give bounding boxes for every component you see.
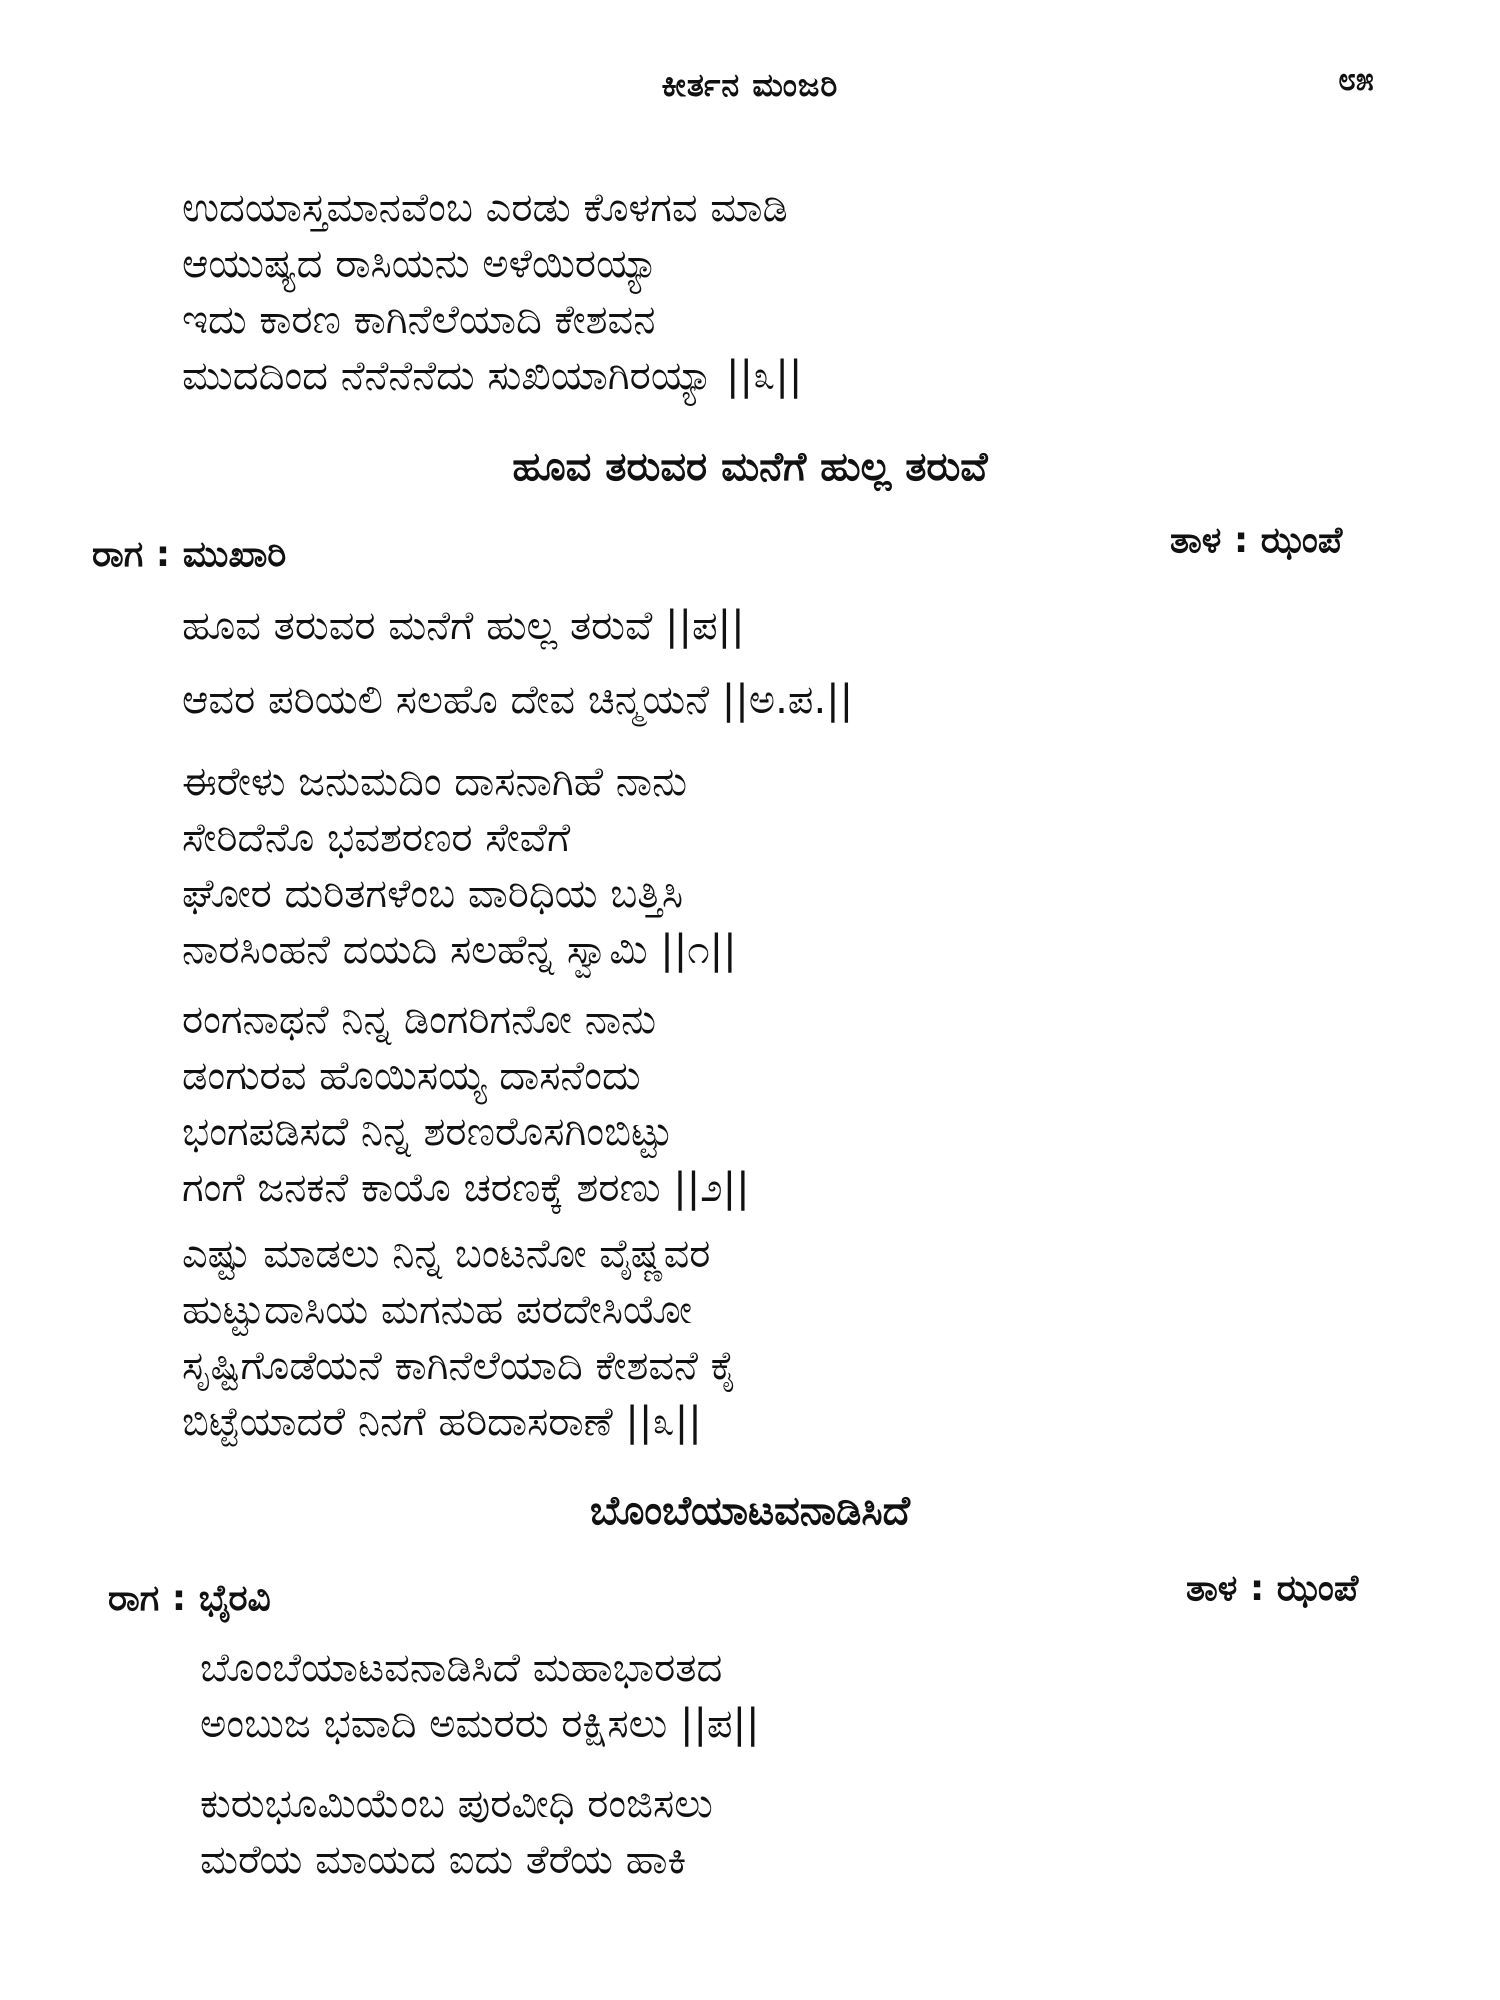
raga-label: ರಾಗ : ಮುಖಾರಿ: [92, 534, 287, 575]
charana-2: [182, 992, 750, 1216]
verse-line: ಸೇರಿದೆನೊ ಭವಶರಣರ ಸೇವೆಗೆ: [182, 815, 571, 861]
verse-line: ಡಂಗುರವ ಹೊಯಿಸಯ್ಯ ದಾಸನೆಂದು: [182, 1053, 641, 1099]
verse-line: ಬಿಟ್ಟೆಯಾದರೆ ನಿನಗೆ ಹರಿದಾಸರಾಣೆ ||೩||: [182, 1399, 702, 1445]
verse-line: ಇದು ಕಾರಣ ಕಾಗಿನೆಲೆಯಾದಿ ಕೇಶವನ: [182, 297, 656, 343]
verse-line: ಕುರುಭೂಮಿಯೆಂಬ ಪುರವೀಧಿ ರಂಜಿಸಲು: [200, 1781, 713, 1827]
verse-line: ಆವರ ಪರಿಯಲಿ ಸಲಹೊ ದೇವ ಚಿನ್ಮಯನೆ ||ಅ.ಪ.||: [182, 677, 854, 723]
running-title: ಕೀರ್ತನ ಮಂಜರಿ: [661, 66, 839, 104]
anupallavi: [182, 672, 853, 728]
verse-line: ಘೋರ ದುರಿತಗಳೆಂಬ ವಾರಿಧಿಯ ಬತ್ತಿಸಿ: [182, 871, 684, 917]
charana-1: [182, 754, 737, 978]
song-title: ಬೊಂಬೆಯಾಟವನಾಡಿಸಿದೆ: [589, 1488, 911, 1534]
page-number: ೮೫: [1338, 60, 1374, 98]
raga-label: ರಾಗ : ಭೈರವಿ: [108, 1578, 271, 1619]
verse-line: ನಾರಸಿಂಹನೆ ದಯದಿ ಸಲಹೆನ್ನ ಸ್ವಾಮಿ ||೧||: [182, 927, 737, 973]
verse-line: ಈರೇಳು ಜನುಮದಿಂ ದಾಸನಾಗಿಹೆ ನಾನು: [182, 759, 688, 805]
verse-line: ಗಂಗೆ ಜನಕನೆ ಕಾಯೊ ಚರಣಕ್ಕೆ ಶರಣು ||೨||: [182, 1165, 750, 1211]
verse-line: ಹುಟ್ಟುದಾಸಿಯ ಮಗನುಹ ಪರದೇಸಿಯೋ: [182, 1287, 693, 1333]
verse-line: ಅಂಬುಜ ಭವಾದಿ ಅಮರರು ರಕ್ಷಿಸಲು ||ಪ||: [200, 1701, 760, 1747]
verse-line: ಉದಯಾಸ್ತಮಾನವೆಂಬ ಎರಡು ಕೊಳಗವ ಮಾಡಿ: [182, 185, 788, 231]
verse-line: ಹೂವ ತರುವರ ಮನೆಗೆ ಹುಲ್ಲ ತರುವೆ ||ಪ||: [182, 603, 745, 649]
verse-line: ಮರೆಯ ಮಾಯದ ಐದು ತೆರೆಯ ಹಾಕಿ: [200, 1837, 687, 1883]
charana-1: [200, 1776, 713, 1888]
verse-line: ಭಂಗಪಡಿಸದೆ ನಿನ್ನ ಶರಣರೊಸಗಿಂಬಿಟ್ಟು: [182, 1109, 673, 1155]
verse-line: ಬೊಂಬೆಯಾಟವನಾಡಿಸಿದೆ ಮಹಾಭಾರತದ: [200, 1645, 723, 1691]
charana-3: [182, 1226, 737, 1450]
verse-line: ಎಷ್ಟು ಮಾಡಲು ನಿನ್ನ ಬಂಟನೋ ವೈಷ್ಣವರ: [182, 1231, 711, 1277]
pallavi: [200, 1640, 760, 1752]
verse-line: ಸೃಷ್ಟಿಗೊಡೆಯನೆ ಕಾಗಿನೆಲೆಯಾದಿ ಕೇಶವನೆ ಕೈ: [182, 1343, 737, 1389]
verse-line: ಆಯುಷ್ಯದ ರಾಸಿಯನು ಅಳೆಯಿರಯ್ಯಾ: [182, 241, 659, 287]
intro-stanza: [182, 180, 802, 404]
verse-line: ಮುದದಿಂದ ನೆನೆನೆನೆದು ಸುಖಿಯಾಗಿರಯ್ಯಾ ||೩||: [182, 353, 803, 399]
tala-label: ತಾಳ : ಝಂಪೆ: [1186, 1568, 1359, 1609]
pallavi: [182, 598, 745, 654]
tala-label: ತಾಳ : ಝಂಪೆ: [1170, 520, 1343, 561]
verse-line: ರಂಗನಾಥನೆ ನಿನ್ನ ಡಿಂಗರಿಗನೋ ನಾನು: [182, 997, 657, 1043]
song-title: ಹೂವ ತರುವರ ಮನೆಗೆ ಹುಲ್ಲ ತರುವೆ: [512, 444, 988, 490]
